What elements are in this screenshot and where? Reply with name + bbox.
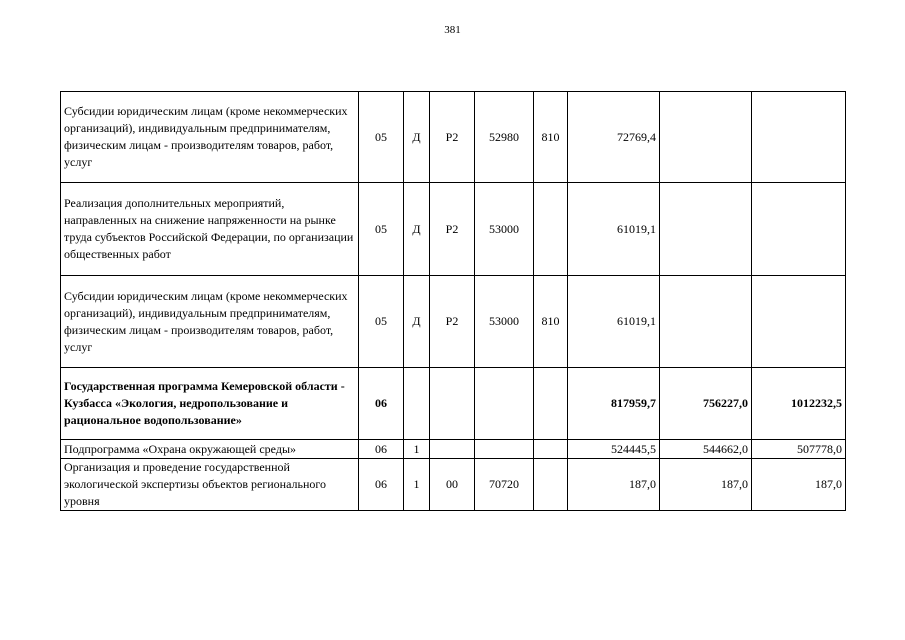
amount-year2-cell (660, 92, 752, 183)
program-code-cell: Д (404, 276, 430, 368)
section-code-cell: 05 (359, 276, 404, 368)
section-code-cell: 05 (359, 183, 404, 276)
amount-year2-cell (660, 183, 752, 276)
row-name-cell: Организация и проведение государственной экологической экспертизы объектов регионального уровня (61, 459, 359, 511)
amount-year3-cell: 1012232,5 (752, 368, 846, 440)
row-name-cell: Субсидии юридическим лицам (кроме некоммерческих организаций), индивидуальным предпринимателям, физическим лицам - производителям товаров, работ, услуг (61, 92, 359, 183)
expense-type-cell (534, 368, 568, 440)
subprogram-code-cell: Р2 (430, 276, 475, 368)
direction-code-cell (475, 440, 534, 459)
program-code-cell: 1 (404, 459, 430, 511)
direction-code-cell: 53000 (475, 183, 534, 276)
expense-type-cell (534, 440, 568, 459)
direction-code-cell: 70720 (475, 459, 534, 511)
direction-code-cell: 52980 (475, 92, 534, 183)
amount-year3-cell (752, 183, 846, 276)
expense-type-cell (534, 183, 568, 276)
direction-code-cell: 53000 (475, 276, 534, 368)
amount-year2-cell: 544662,0 (660, 440, 752, 459)
amount-year1-cell: 72769,4 (568, 92, 660, 183)
amount-year3-cell: 187,0 (752, 459, 846, 511)
amount-year1-cell: 61019,1 (568, 276, 660, 368)
direction-code-cell (475, 368, 534, 440)
row-name-cell: Субсидии юридическим лицам (кроме некоммерческих организаций), индивидуальным предпринимателям, физическим лицам - производителям товаров, работ, услуг (61, 276, 359, 368)
amount-year3-cell (752, 92, 846, 183)
program-code-cell (404, 368, 430, 440)
program-code-cell: Д (404, 92, 430, 183)
amount-year3-cell: 507778,0 (752, 440, 846, 459)
amount-year2-cell (660, 276, 752, 368)
amount-year1-cell: 61019,1 (568, 183, 660, 276)
section-code-cell: 06 (359, 440, 404, 459)
subprogram-code-cell: Р2 (430, 92, 475, 183)
table-body (61, 92, 846, 511)
section-code-cell: 05 (359, 92, 404, 183)
table-row (61, 368, 846, 440)
subprogram-code-cell: 00 (430, 459, 475, 511)
amount-year3-cell (752, 276, 846, 368)
table-row (61, 276, 846, 368)
amount-year2-cell: 756227,0 (660, 368, 752, 440)
table-row (61, 459, 846, 511)
row-name-cell: Реализация дополнительных мероприятий, направленных на снижение напряженности на рынке труда субъектов Российской Федерации, по организации общественных работ (61, 183, 359, 276)
amount-year1-cell: 187,0 (568, 459, 660, 511)
section-code-cell: 06 (359, 368, 404, 440)
row-name-cell: Подпрограмма «Охрана окружающей среды» (61, 440, 359, 459)
program-code-cell: 1 (404, 440, 430, 459)
row-name-cell: Государственная программа Кемеровской области - Кузбасса «Экология, недропользование и рациональное водопользование» (61, 368, 359, 440)
page-number: 381 (444, 24, 461, 36)
budget-table (60, 91, 846, 511)
table-row (61, 440, 846, 459)
subprogram-code-cell: Р2 (430, 183, 475, 276)
section-code-cell: 06 (359, 459, 404, 511)
amount-year2-cell: 187,0 (660, 459, 752, 511)
table-row (61, 92, 846, 183)
expense-type-cell (534, 459, 568, 511)
expense-type-cell: 810 (534, 92, 568, 183)
subprogram-code-cell (430, 440, 475, 459)
program-code-cell: Д (404, 183, 430, 276)
subprogram-code-cell (430, 368, 475, 440)
amount-year1-cell: 524445,5 (568, 440, 660, 459)
expense-type-cell: 810 (534, 276, 568, 368)
table-row (61, 183, 846, 276)
amount-year1-cell: 817959,7 (568, 368, 660, 440)
